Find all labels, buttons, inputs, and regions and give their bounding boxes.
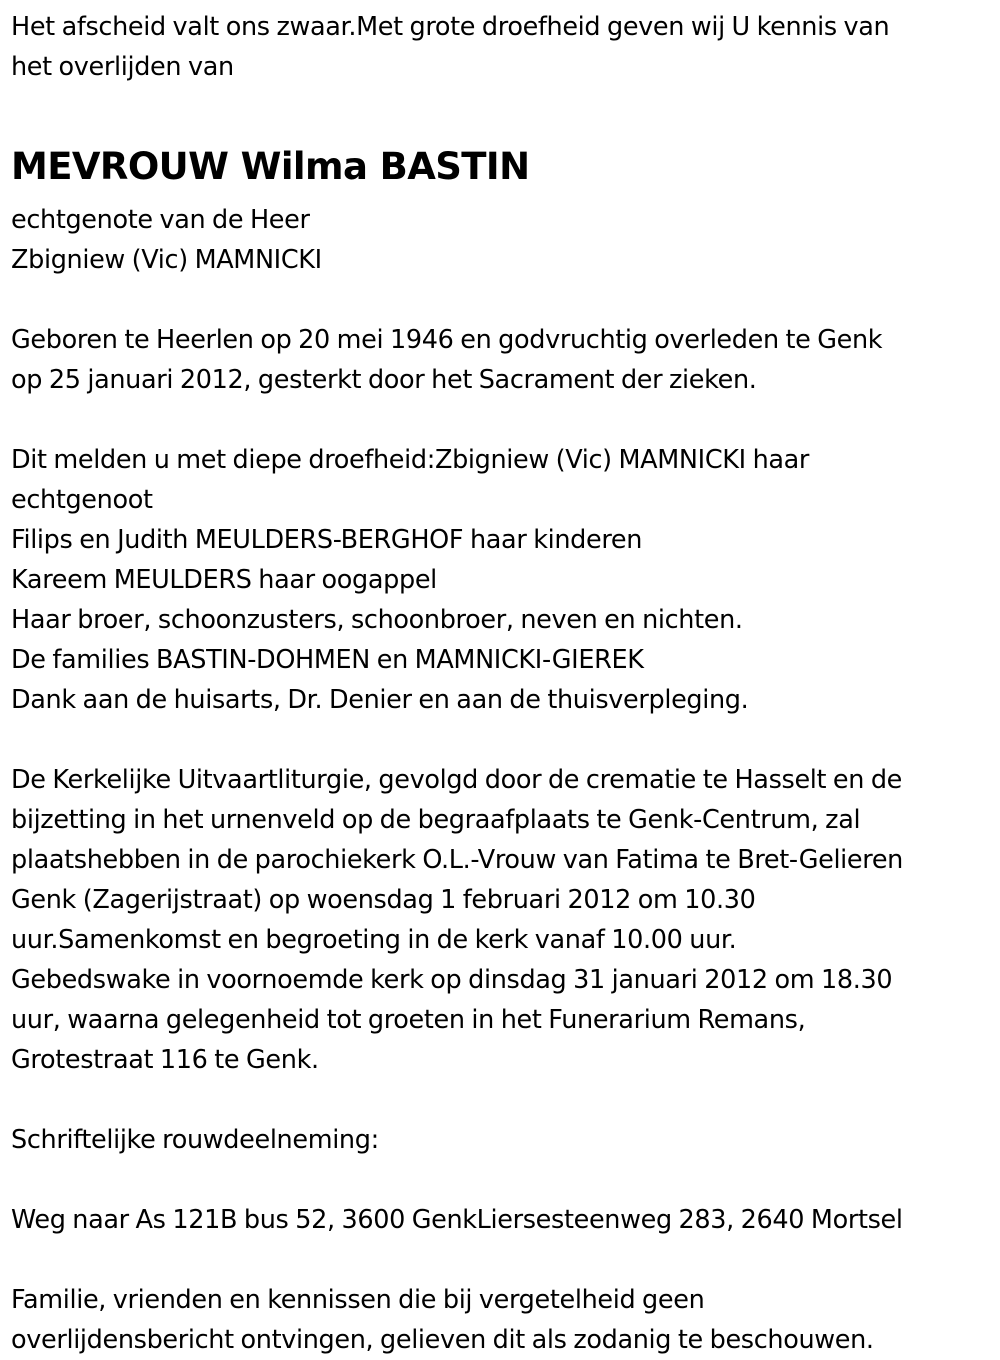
condolence-heading: Schriftelijke rouwdeelneming: — [11, 1125, 379, 1155]
mourners-line: Dit melden u met diepe droefheid:Zbigniew (Vic) MAMNICKI haar — [11, 445, 810, 475]
mourners-line: Filips en Judith MEULDERS-BERGHOF haar kinderen — [11, 525, 643, 555]
spacer — [11, 1160, 988, 1200]
closing-line: Familie, vrienden en kennissen die bij vergetelheid geen — [11, 1285, 705, 1315]
mourners-line: Kareem MEULDERS haar oogappel — [11, 565, 437, 595]
intro-line: het overlijden van — [11, 52, 234, 82]
spacer — [11, 720, 988, 760]
funeral-line: Gebedswake in voornoemde kerk op dinsdag 31 januari 2012 om 18.30 — [11, 965, 893, 995]
funeral-line: uur, waarna gelegenheid tot groeten in het Funerarium Remans, — [11, 1005, 806, 1035]
mourners-line: De families BASTIN-DOHMEN en MAMNICKI-GIEREK — [11, 645, 644, 675]
spouse-text — [11, 200, 988, 280]
spacer — [11, 1080, 988, 1120]
funeral-line: Genk (Zagerijstraat) op woensdag 1 februari 2012 om 10.30 — [11, 885, 756, 915]
condolence-addresses: Weg naar As 121B bus 52, 3600 GenkLiersesteenweg 283, 2640 Mortsel — [11, 1205, 903, 1235]
funeral-line: De Kerkelijke Uitvaartliturgie, gevolgd door de crematie te Hasselt en de — [11, 765, 903, 795]
closing-text — [11, 1280, 988, 1360]
birth-death-line: Geboren te Heerlen op 20 mei 1946 en godvruchtig overleden te Genk — [11, 325, 883, 355]
intro-line: Het afscheid valt ons zwaar.Met grote droefheid geven wij U kennis van — [11, 12, 890, 42]
funeral-details — [11, 760, 988, 1080]
spacer — [11, 1240, 988, 1280]
spacer — [11, 280, 988, 320]
funeral-line: plaatshebben in de parochiekerk O.L.-Vrouw van Fatima te Bret-Gelieren — [11, 845, 903, 875]
funeral-line: Grotestraat 116 te Genk. — [11, 1045, 319, 1075]
deceased-name: MEVROUW Wilma BASTIN — [11, 145, 530, 188]
birth-death-text — [11, 320, 988, 400]
closing-line: overlijdensbericht ontvingen, gelieven dit als zodanig te beschouwen. — [11, 1325, 874, 1355]
funeral-line: uur.Samenkomst en begroeting in de kerk vanaf 10.00 uur. — [11, 925, 737, 955]
spouse-line: Zbigniew (Vic) MAMNICKI — [11, 245, 322, 275]
birth-death-line: op 25 januari 2012, gesterkt door het Sacrament der zieken. — [11, 365, 757, 395]
mourners-line: Dank aan de huisarts, Dr. Denier en aan de thuisverpleging. — [11, 685, 749, 715]
spouse-line: echtgenote van de Heer — [11, 205, 310, 235]
mourners-list — [11, 440, 988, 720]
mourners-line: Haar broer, schoonzusters, schoonbroer, neven en nichten. — [11, 605, 743, 635]
funeral-line: bijzetting in het urnenveld op de begraafplaats te Genk-Centrum, zal — [11, 805, 861, 835]
intro-text — [11, 7, 988, 87]
mourners-line: echtgenoot — [11, 485, 153, 515]
spacer — [11, 400, 988, 440]
